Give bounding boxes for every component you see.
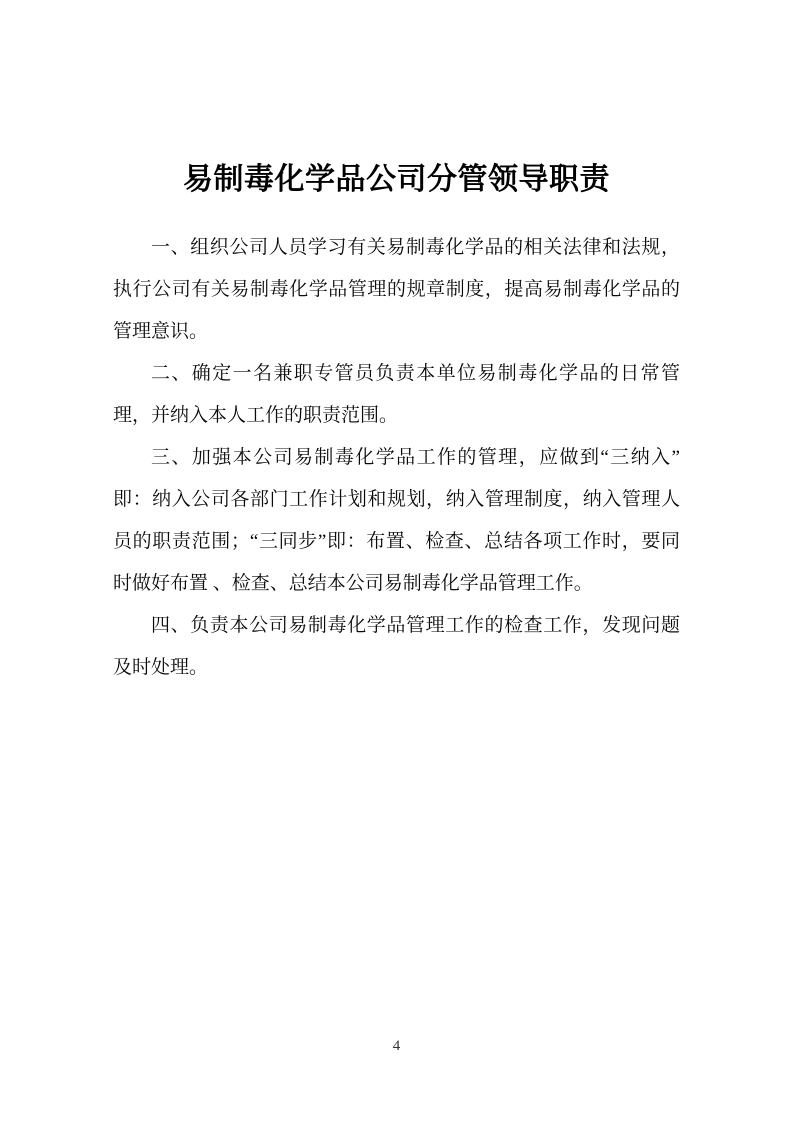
paragraph-1: 一、组织公司人员学习有关易制毒化学品的相关法律和法规，执行公司有关易制毒化学品管理的规章制度，提高易制毒化学品的管理意识。: [113, 237, 680, 342]
paragraph-3: 三、加强本公司易制毒化学品工作的管理，应做到“三纳入”即：纳入公司各部门工作计划和规划，纳入管理制度，纳入管理人员的职责范围；“三同步”即：布置、检查、总结各项工作时，要同时做好布置 、检查、总结本公司易制毒化学品管理工作。: [113, 447, 680, 594]
paragraph-4: 四、负责本公司易制毒化学品管理工作的检查工作，发现问题及时处理。: [113, 615, 680, 678]
document-title: 易制毒化学品公司分管领导职责: [183, 163, 610, 196]
page-number: 4: [392, 1038, 401, 1054]
paragraph-2: 二、确定一名兼职专管员负责本单位易制毒化学品的日常管理，并纳入本人工作的职责范围。: [113, 363, 680, 426]
document-body: [113, 227, 680, 689]
